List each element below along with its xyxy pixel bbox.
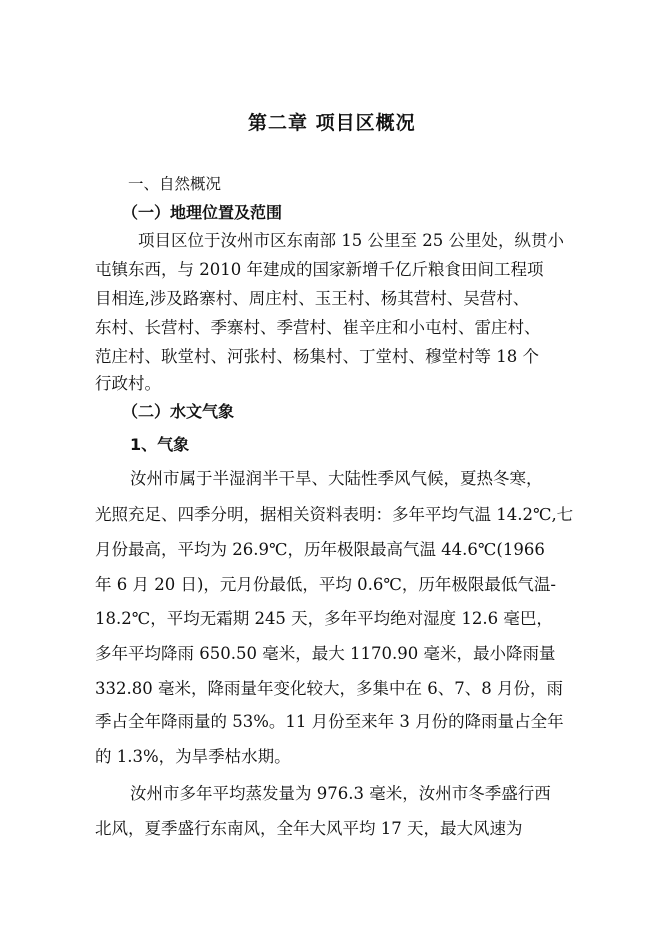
paragraph-line: 多年平均降雨 650.50 毫米，最大 1170.90 毫米，最小降雨量 (95, 644, 556, 663)
paragraph-line: 月份最高，平均为 26.9℃，历年极限最高气温 44.6℃(1966 (95, 540, 545, 559)
paragraph-line: 332.80 毫米，降雨量年变化较大，多集中在 6、7、8 月份，雨 (95, 679, 563, 698)
paragraph-line: 的 1.3%，为旱季枯水期。 (95, 747, 291, 766)
paragraph-line: 行政村。 (95, 374, 161, 393)
chapter-title: 第二章 项目区概况 (248, 112, 416, 134)
paragraph-line: 屯镇东西，与 2010 年建成的国家新增千亿斤粮食田间工程项 (95, 260, 544, 279)
paragraph-line: 18.2℃，平均无霜期 245 天，多年平均绝对湿度 12.6 毫巴， (95, 609, 553, 628)
paragraph-line: 年 6 月 20 日)，元月份最低，平均 0.6℃，历年极限最低气温- (95, 575, 556, 594)
subsection-heading-location: （一）地理位置及范围 (122, 203, 283, 222)
paragraph-line: 汝州市多年平均蒸发量为 976.3 毫米，汝州市冬季盛行西 (130, 784, 551, 803)
paragraph-line: 季占全年降雨量的 53%。11 月份至来年 3 月份的降雨量占全年 (95, 712, 564, 731)
paragraph-line: 目相连,涉及路寨村、周庄村、玉王村、杨其营村、吴营村、 (95, 289, 530, 308)
paragraph-line: 光照充足、四季分明，据相关资料表明：多年平均气温 14.2℃,七 (95, 505, 574, 524)
item-heading-climate: 1、气象 (130, 435, 190, 454)
subsection-heading-hydrology: （二）水文气象 (122, 402, 235, 421)
paragraph-line: 北风，夏季盛行东南风，全年大风平均 17 天，最大风速为 (95, 819, 523, 838)
section-heading-natural-overview: 一、自然概况 (128, 175, 222, 193)
paragraph-line: 范庄村、耿堂村、河张村、杨集村、丁堂村、穆堂村等 18 个 (95, 347, 539, 366)
paragraph-line: 项目区位于汝州市区东南部 15 公里至 25 公里处，纵贯小 (138, 231, 564, 250)
paragraph-line: 东村、长营村、季寨村、季营村、崔辛庄和小屯村、雷庄村、 (95, 318, 541, 337)
paragraph-line: 汝州市属于半湿润半干旱、大陆性季风气候，夏热冬寒， (130, 469, 543, 488)
